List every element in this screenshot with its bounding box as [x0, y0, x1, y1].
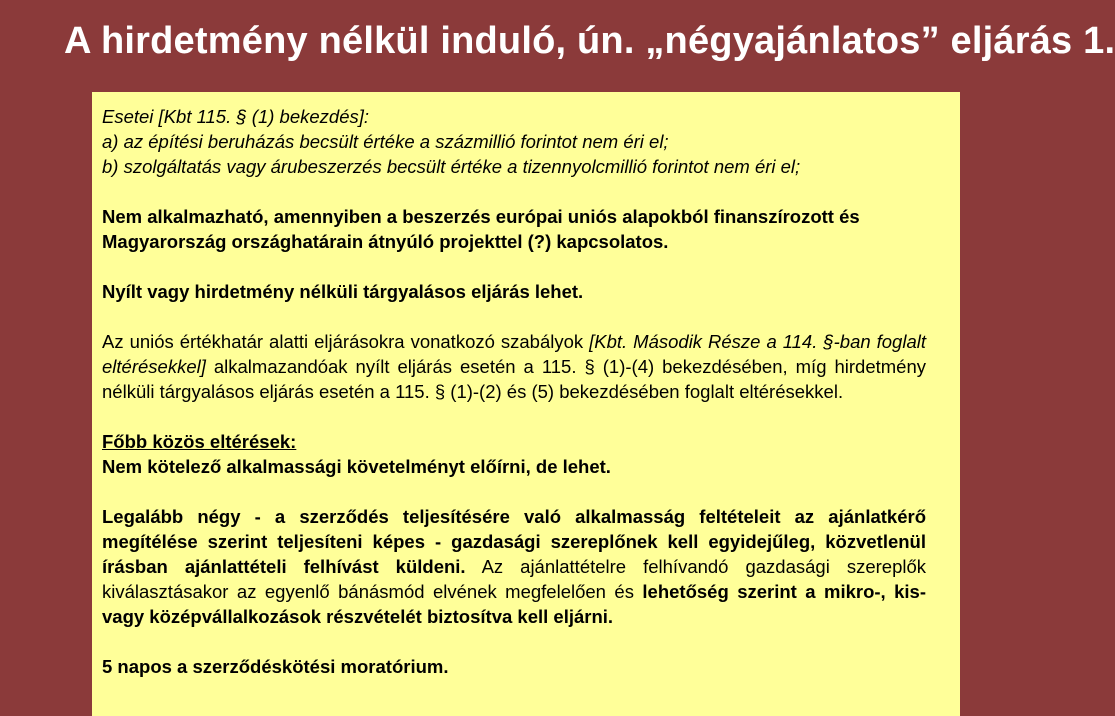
legalabb-bold2: lehetőség szerint a mikro-, kis- vagy középvállalkozások részvételét biztosítva kell eljárni.: [102, 581, 926, 627]
unios-paragraph: [102, 329, 926, 404]
unios-part2: [Kbt. Második Része a 114. §-ban foglalt eltérésekkel]: [102, 331, 926, 377]
esetei-item-b: b) szolgáltatás vagy árubeszerzés becsült értéke a tizennyolcmillió forintot nem éri el;: [102, 156, 801, 177]
legalabb-paragraph: [102, 504, 926, 629]
esetei-heading: Esetei [Kbt 115. § (1) bekezdés]:: [102, 106, 370, 127]
content-panel: [92, 92, 960, 716]
slide-title: A hirdetmény nélkül induló, ún. „négyajánlatos” eljárás 1.: [64, 20, 1115, 62]
title-bar: [0, 0, 1115, 92]
moratorium-line: 5 napos a szerződéskötési moratórium.: [102, 656, 449, 677]
fobb-line: Nem kötelező alkalmassági követelményt előírni, de lehet.: [102, 456, 611, 477]
nem-alkalmazhato-line1: Nem alkalmazható, amennyiben a beszerzés európai uniós alapokból finanszírozott és: [102, 206, 860, 227]
legalabb-bold1: Legalább négy - a szerződés teljesítésére való alkalmasság feltételeit az ajánlatkérő megítélése szerint teljesíteni képes - gazdasági szereplőnek kell egyidejűleg, közvetlenül írásban ajánlattételi felhívást küldeni.: [102, 506, 926, 577]
unios-part3: alkalmazandóak nyílt eljárás esetén a 115. § (1)-(4) bekezdésében, míg hirdetmény nélküli tárgyalásos eljárás esetén a 115. § (1)-(2) és (5) bekezdésében foglalt eltérésekkel.: [102, 356, 926, 402]
unios-part1: Az uniós értékhatár alatti eljárásokra vonatkozó szabályok: [102, 331, 590, 352]
esetei-item-a: a) az építési beruházás becsült értéke a százmillió forintot nem éri el;: [102, 131, 669, 152]
nyilt-paragraph: Nyílt vagy hirdetmény nélküli tárgyalásos eljárás lehet.: [102, 281, 584, 302]
legalabb-normal1: Az ajánlattételre felhívandó gazdasági szereplők kiválasztásakor az egyenlő bánásmód elvének megfelelően és: [102, 556, 927, 602]
nem-alkalmazhato-line2: Magyarország országhatárain átnyúló projekttel (?) kapcsolatos.: [102, 231, 669, 252]
slide-body: [102, 104, 926, 679]
fobb-heading: Főbb közös eltérések:: [102, 431, 297, 452]
